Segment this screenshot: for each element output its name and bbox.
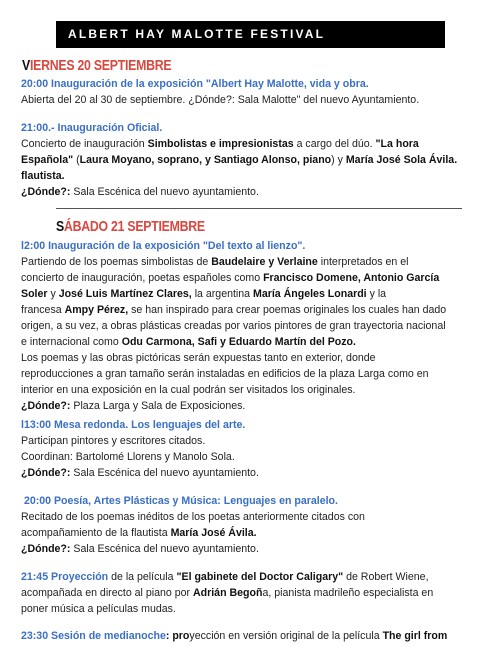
event-text-line: Concierto de inauguración Simbolistas e impresionistas a cargo del dúo. "La hora <box>21 138 419 150</box>
event-text-line: Recitado de los poemas inéditos de los poetas anteriormente citados con <box>21 511 365 523</box>
event-friday-2100 <box>21 120 486 200</box>
event-text-line: e internacional como Odu Carmona, Safi y Eduardo Martín del Pozo. <box>21 336 356 348</box>
event-text-line: Participan pintores y escritores citados. <box>21 435 206 447</box>
event-location: ¿Dónde?: Sala Escénica del nuevo ayuntamiento. <box>21 543 259 555</box>
event-saturday-1300 <box>21 417 486 481</box>
event-saturday-2145 <box>21 569 486 617</box>
event-heading[interactable]: 21:00.- Inauguración Oficial. <box>21 122 163 134</box>
event-text-line: origen, a su vez, a obras plásticas creadas por varios pintores de gran trayectoria nacional <box>21 320 446 332</box>
event-text-line: Coordinan: Bartolomé Llorens y Manolo Sola. <box>21 451 235 463</box>
event-text-line: acompañamiento de la flautista María José Ávila. <box>21 527 257 539</box>
event-saturday-2000 <box>21 493 486 557</box>
event-heading[interactable]: l2:00 Inauguración de la exposición "Del texto al lienzo". <box>21 240 306 252</box>
event-friday-2000 <box>21 76 486 108</box>
day-label: IERNES 20 SEPTIEMBRE <box>29 57 172 74</box>
event-text-line: acompañada en directo al piano por Adrián Begoña, pianista madrileño especialista en <box>21 587 434 599</box>
event-text-line: interior en una exposición en la cual podrán ser visitados los originales. <box>21 384 356 396</box>
section-divider <box>56 208 462 209</box>
day-heading-saturday <box>56 218 205 235</box>
festival-title-banner: ALBERT HAY MALOTTE FESTIVAL <box>56 21 445 48</box>
event-heading[interactable]: l13:00 Mesa redonda. Los lenguajes del arte. <box>21 419 246 431</box>
event-heading[interactable]: 23:30 Sesión de medianoche <box>21 630 166 642</box>
event-saturday-2330 <box>21 628 486 644</box>
event-text: Abierta del 20 al 30 de septiembre. ¿Dónde?: Sala Malotte" del nuevo Ayuntamiento. <box>21 94 420 106</box>
day-initial: V <box>22 57 30 74</box>
event-text-line: Los poemas y las obras pictóricas serán expuestas tanto en exterior, donde <box>21 352 376 364</box>
event-heading[interactable]: 21:45 Proyección <box>21 571 109 583</box>
event-saturday-1200 <box>21 238 486 414</box>
event-text-line: reproducciones a gran tamaño serán instaladas en edificios de la plaza Larga como en <box>21 368 429 380</box>
event-text-line: concierto de inauguración, poetas españoles como Francisco Domene, Antonio García <box>21 272 440 284</box>
event-text-line: Española" (Laura Moyano, soprano, y Santiago Alonso, piano) y María José Sola Ávila. <box>21 154 458 166</box>
event-location: ¿Dónde?: Plaza Larga y Sala de Exposiciones. <box>21 400 246 412</box>
event-text-line: 21:45 Proyección de la película "El gabinete del Doctor Caligary" de Robert Wiene, <box>21 571 429 583</box>
event-location: ¿Dónde?: Sala Escénica del nuevo ayuntamiento. <box>21 467 259 479</box>
event-location: ¿Dónde?: Sala Escénica del nuevo ayuntamiento. <box>21 186 259 198</box>
event-text-line: flautista. <box>21 170 65 182</box>
day-initial: S <box>56 218 64 235</box>
event-heading[interactable]: 20:00 Poesía, Artes Plásticas y Música: Lenguajes en paralelo. <box>21 495 338 507</box>
event-text-line: francesa Ampy Pérez, se han inspirado para crear poemas originales los cuales han dado <box>21 304 447 316</box>
day-heading-friday <box>22 57 171 74</box>
event-text-line: Soler y José Luis Martínez Clares, la argentina María Ángeles Lonardi y la <box>21 288 387 300</box>
event-text-line: poner música a películas mudas. <box>21 603 176 615</box>
event-heading[interactable]: 20:00 Inauguración de la exposición "Albert Hay Malotte, vida y obra. <box>21 78 369 90</box>
day-label: ÁBADO 21 SEPTIEMBRE <box>63 218 205 235</box>
event-text-line: Partiendo de los poemas simbolistas de Baudelaire y Verlaine interpretados en el <box>21 256 409 268</box>
event-text-line: 23:30 Sesión de medianoche: proyección en versión original de la película The girl from <box>21 630 448 642</box>
